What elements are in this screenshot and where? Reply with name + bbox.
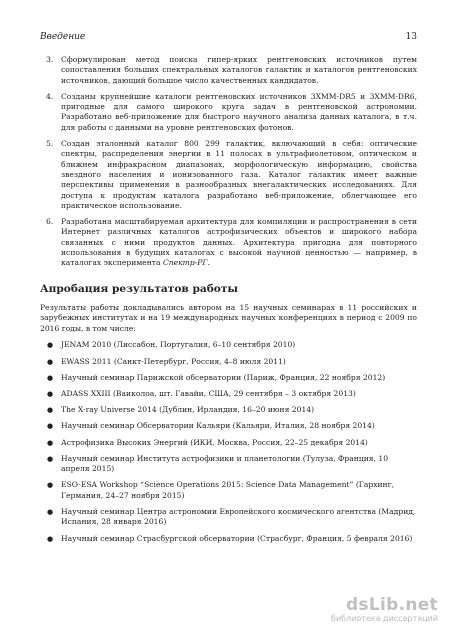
list-item (40, 534, 417, 544)
item-text-tail: . (207, 258, 210, 268)
item-text: Создан эталонный каталог 800 299 галактик, включающий в себя: оптические спектры, распределения энергии в 11 полосах в ультрафиолетовом, оптическом и ближнем инфракрасном диапазонах, морфологическую информацию, свойства звездного населения и ионизованного газа. Каталог галактик имеет важные перспективы применения в разнообразных внегалактических исследованиях. Для доступа к продуктам каталога разработано веб-приложение, облегчающее его практическое использование. (61, 139, 417, 210)
item-number: 4. (46, 91, 54, 101)
bullet-icon: ● (47, 422, 54, 431)
list-item (40, 139, 417, 211)
list-item (40, 217, 417, 268)
bullet-icon: ● (47, 373, 54, 382)
talk-text: ADASS XXIII (Ваиколоа, шт. Гавайи, США, 29 сентября – 3 октября 2013) (61, 389, 356, 399)
bullet-icon: ● (47, 481, 54, 490)
talk-text: Научный семинар Парижской обсерватории (Париж, Франция, 22 ноября 2012) (61, 372, 386, 382)
section-heading: Апробация результатов работы (40, 282, 239, 295)
bullet-icon: ● (47, 357, 54, 366)
talk-text: Астрофизика Высоких Энергий (ИКИ, Москва, Россия, 22–25 декабря 2014) (61, 437, 368, 447)
list-item (40, 357, 417, 367)
talk-text: Научный семинар Страсбургской обсерватории (Страсбург, Франция, 5 февраля 2016) (61, 533, 413, 543)
talk-text: ESO-ESA Workshop “Science Operations 2015: Science Data Management” (Гархинг, Германия, 24–27 ноября 2015) (61, 480, 395, 500)
item-emphasis: Спектр-РГ (162, 258, 208, 268)
bullet-icon: ● (47, 390, 54, 399)
page-header (40, 32, 417, 42)
section-intro: Результаты работы докладывались автором на 15 научных семинарах в 11 российских и зарубежных институтах и на 19 международных научных конференциях в период с 2009 по 2016 годы, в том числе: (40, 302, 417, 333)
talk-text: Научный семинар Обсерватории Кальяри (Кальяри, Италия, 28 ноября 2014) (61, 421, 375, 431)
talk-text: Научный семинар Центра астрономии Европейского космического агентства (Мадрид, Испания, 28 января 2016) (61, 507, 416, 527)
bullet-icon: ● (47, 534, 54, 543)
list-item (40, 389, 417, 399)
bullet-icon: ● (47, 341, 54, 350)
list-item (40, 92, 417, 133)
bullet-icon: ● (47, 454, 54, 463)
page-content (40, 55, 417, 550)
bullet-icon: ● (47, 508, 54, 517)
item-text: Разработана масштабируемая архитектура для компиляции и распространения в сети Интернет различных каталогов астрофизических объектов и широкого набора связанных с ними продуктов данных. Архитектура пригодна для повторного использования в будущих каталогах с высокой научной ценностью — например, в каталогах эксперимента (61, 217, 417, 268)
talk-text: Научный семинар Института астрофизики и планетологии (Тулуза, Франция, 10 апреля 2015) (61, 453, 389, 474)
list-item (40, 438, 417, 448)
list-item (40, 421, 417, 431)
talks-list (40, 340, 417, 544)
watermark-subtitle: библиотека диссертаций (330, 614, 438, 623)
list-item (40, 454, 417, 475)
item-text: Созданы крупнейшие каталоги рентгеновских источников 3XMM-DR5 и 3XMM-DR6, пригодные для самого широкого круга задач в рентгеновской астрономии. Разработано веб-приложение для быстрого научного анализа данных каталога, в т.ч. для работы с данными на уровне рентгеновских фотонов. (61, 91, 417, 132)
bullet-icon: ● (47, 438, 54, 447)
watermark (331, 595, 438, 623)
talk-text: EWASS 2011 (Санкт-Петербург, Россия, 4–8 июля 2011) (61, 356, 286, 366)
list-item (40, 373, 417, 383)
talk-text: JENAM 2010 (Лиссабон, Португалия, 6–10 сентября 2010) (61, 340, 296, 350)
bullet-icon: ● (47, 406, 54, 415)
list-item (40, 340, 417, 350)
list-item (40, 55, 417, 86)
page-number: 13 (405, 32, 417, 42)
item-number: 6. (46, 217, 54, 227)
running-head: Введение (40, 32, 86, 42)
results-list (40, 55, 417, 269)
watermark-logo: dsLib.net (345, 595, 438, 615)
item-number: 5. (46, 139, 54, 149)
item-number: 3. (46, 55, 54, 64)
item-text: Сформулирован метод поиска гипер-ярких рентгеновских источников путем сопоставления больших спектральных каталогов галактик и каталогов рентгеновских источников, дающий большое число качественных кандидатов. (61, 55, 417, 85)
list-item (40, 405, 417, 415)
talk-text: The X-ray Universe 2014 (Дублин, Ирландия, 16–20 июня 2014) (61, 405, 315, 415)
list-item (40, 507, 417, 528)
list-item (40, 480, 417, 501)
